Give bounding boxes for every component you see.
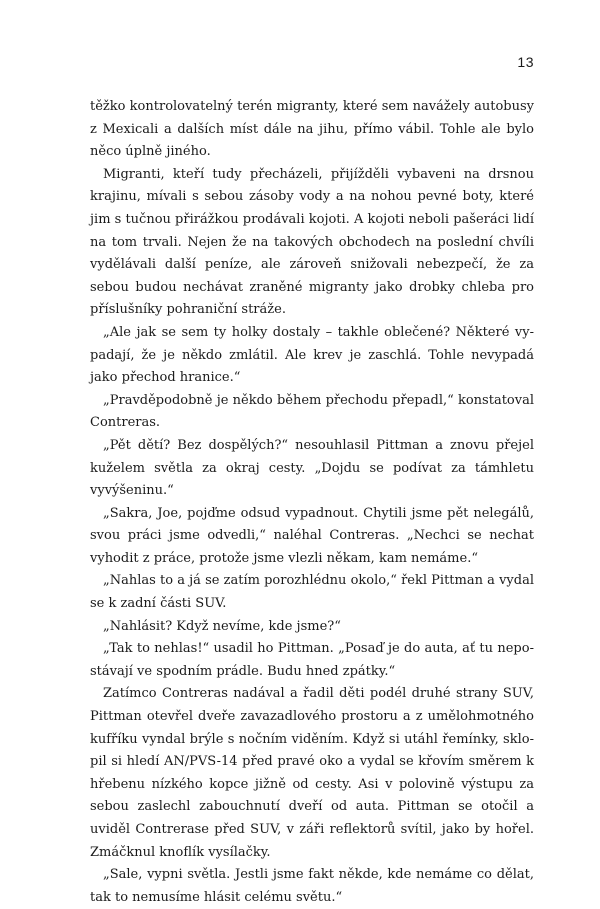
paragraph: těžko kontrolovatelný terén migranty, které sem navážely autobusy z Mexicali a dalších míst dále na jihu, přímo vábil. Tohle ale bylo něco úplně jiného. xyxy=(90,99,534,160)
paragraph: „Ale jak se sem ty holky dostaly – takhle oblečené? Některé vypadají, že je někdo zmlátil. Ale krev je zaschlá. Tohle nevypadá jako přechod hranice.“ xyxy=(90,324,534,386)
paragraph: Zatímco Contreras nadával a řadil děti podél druhé strany SUV, Pittman otevřel dveře zavazadlového prostoru a z umělohmotného kufříku vyndal brýle s nočním viděním. Když si utáhl řemínky, sklopil si hledí AN/PVS-14 před pravé oko a vydal se křovím směrem k hřebenu nízkého kopce jižně od cesty. Asi v polovině výstupu za sebou zaslechl zabouchnutí dveří od auta. Pittman se otočil a uviděl Contrerase před SUV, v záři reflektorů svítil, jako by hořel. Zmáčknul knoflík vysílačky. xyxy=(90,686,534,860)
paragraph: „Pět dětí? Bez dospělých?“ nesouhlasil Pittman a znovu přejel kuželem světla za okraj cesty. „Dojdu se podívat za támhletu vyvýšeninu.“ xyxy=(90,437,534,499)
body-text xyxy=(90,96,534,909)
paragraph: Migranti, kteří tudy přecházeli, přijížděli vybaveni na drsnou krajinu, mívali s sebou zásoby vody a na nohou pevné boty, které jim s tučnou přirážkou prodávali kojoti. A kojoti neboli pašeráci lidí na tom trvali. Nejen že na takových obchodech na poslední chvíli vydělávali další peníze, ale zároveň snižovali nebezpečí, že za sebou budou nechávat zraněné migranty jako drobky chleba pro příslušníky pohraniční stráže. xyxy=(90,166,534,318)
paragraph: „Nahlásit? Když nevíme, kde jsme?“ xyxy=(103,618,341,634)
paragraph: „Nahlas to a já se zatím porozhlédnu okolo,“ řekl Pittman a vydal se k zadní části SUV. xyxy=(90,573,534,612)
page-number: 13 xyxy=(517,54,534,70)
paragraph: „Sakra, Joe, pojďme odsud vypadnout. Chytili jsme pět nelegálů, svou práci jsme odvedli,“ naléhal Contreras. „Nechci se nechat vyhodit z práce, protože jsme vlezli někam, kam nemáme.“ xyxy=(90,505,534,566)
paragraph: „Sale, vypni světla. Jestli jsme fakt někde, kde nemáme co dělat, tak to nemusíme hlásit celému světu.“ xyxy=(90,867,534,905)
paragraph: „Pravděpodobně je někdo během přechodu přepadl,“ konstatoval Contreras. xyxy=(90,392,534,431)
paragraph: „Tak to nehlas!“ usadil ho Pittman. „Posaď je do auta, ať tu nepostávají ve spodním prádle. Budu hned zpátky.“ xyxy=(90,641,534,679)
